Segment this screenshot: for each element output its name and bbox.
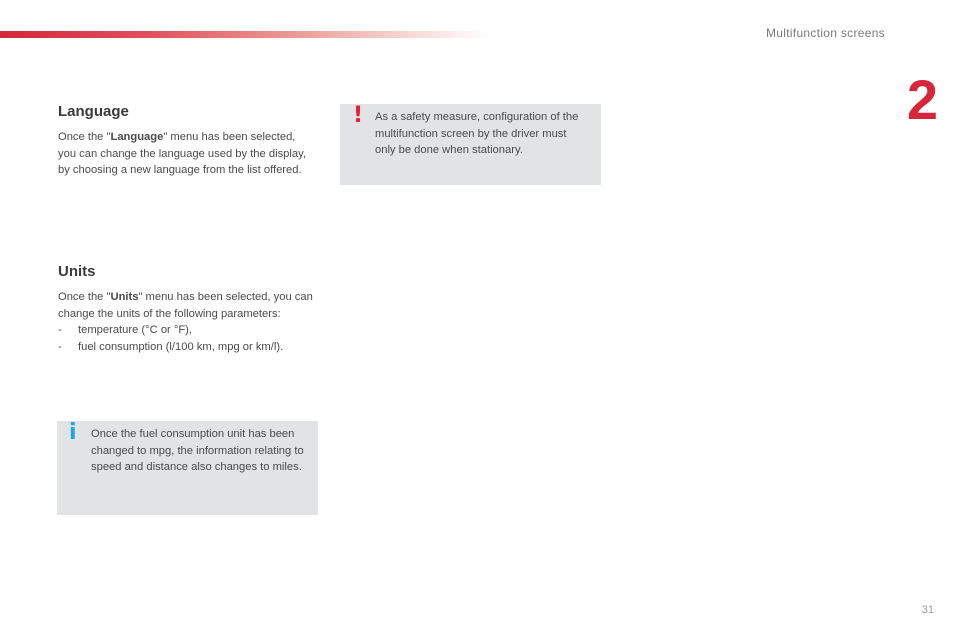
warning-note [340,104,601,185]
info-icon: i [69,420,77,445]
language-text-before: Once the " [58,131,111,143]
units-heading: Units [58,263,96,280]
language-heading: Language [58,103,129,120]
language-paragraph [58,129,314,179]
list-dash: - [58,324,62,336]
header-accent-bar [0,31,490,38]
units-section [58,263,314,355]
units-menu-name: Units [110,291,139,303]
list-item [58,339,314,356]
units-text-after: " menu has been selected, you can change the units of the following parameters: [58,291,313,320]
info-note [57,421,318,515]
page-number: 31 [921,604,934,616]
warning-note-text: As a safety measure, configuration of the multifunction screen by the driver must only be done when stationary. [375,111,579,156]
info-note-text: Once the fuel consumption unit has been changed to mpg, the information relating to speed and distance also changes to miles. [91,428,304,473]
units-list [58,322,314,355]
language-text-after: " menu has been selected, you can change the language used by the display, by choosing a new language from the list offered. [58,131,306,176]
language-section [58,103,314,179]
list-dash: - [58,340,62,353]
exclamation-icon: ! [353,103,364,128]
units-paragraph [58,289,314,322]
units-text-before: Once the " [58,291,111,303]
chapter-number: 2 [906,68,938,131]
list-item-text: fuel consumption (l/100 km, mpg or km/l). [78,340,284,353]
page-header-title: Multifunction screens [765,26,885,40]
list-item [58,322,314,339]
list-item-text: temperature (°C or °F), [78,324,193,336]
language-menu-name: Language [110,131,164,143]
